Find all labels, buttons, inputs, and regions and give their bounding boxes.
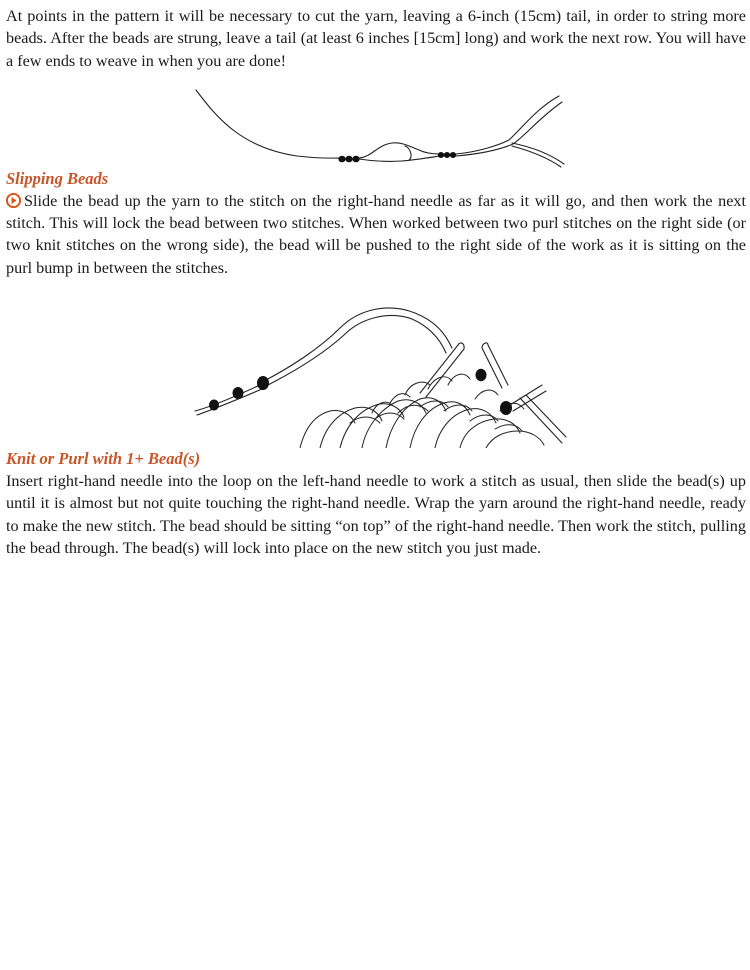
slipping-beads-text: Slide the bead up the yarn to the stitch on the right-hand needle as far as it will go, and then work the next stitch. This will lock the bead between two stitches. When worked between two purl stitches on the right side (or two knit stitches on the wrong side), the bead will be pushed to the right side of the work as it is sitting on the purl bump in between the stitches. [6, 191, 746, 277]
intro-paragraph: At points in the pattern it will be necessary to cut the yarn, leaving a 6-inch (15cm) tail, in order to string more beads. After the beads are strung, leave a tail (at least 6 inches [15cm] long) and work the next row. You will have a few ends to weave in when you are done! [6, 7, 746, 70]
slipping-beads-paragraph [6, 190, 746, 279]
yarn-tail-beads-illustration [187, 88, 572, 168]
slipping-beads-heading: Slipping Beads [6, 168, 109, 188]
slipping-bead-illustration [190, 303, 570, 448]
knit-purl-paragraph: Insert right-hand needle into the loop on the left-hand needle to work a stitch as usual, then slide the bead(s) up until it is almost but not quite touching the right-hand needle. Wrap the yarn around the right-hand needle, ready to make the new stitch. The bead should be sitting “on top” of the right-hand needle. Then work the stitch, pulling the bead through. The bead(s) will lock into place on the new stitch you just made. [6, 472, 746, 557]
knit-purl-heading: Knit or Purl with 1+ Bead(s) [6, 449, 201, 469]
page-content [6, 5, 746, 559]
circle-arrow-right-icon [6, 193, 21, 208]
